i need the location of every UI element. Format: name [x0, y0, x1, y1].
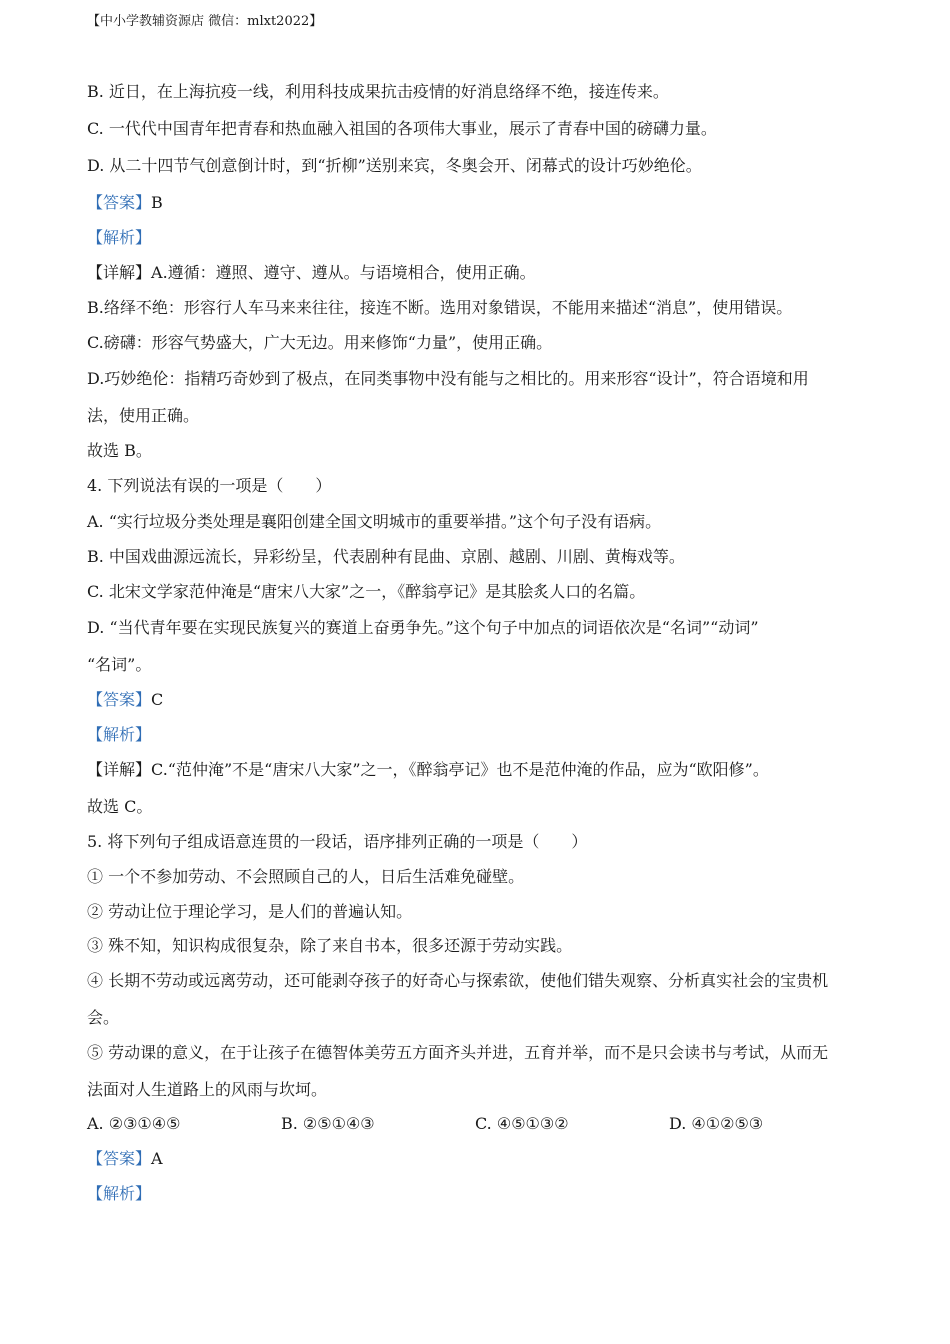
detail-text: C.“范仲淹”不是“唐宋八大家”之一，《醉翁亭记》也不是范仲淹的作品，应为“欧阳修”。: [151, 760, 769, 779]
answer-label: 【答案】: [87, 193, 152, 212]
q5-answer: [87, 1149, 163, 1169]
q4-answer: [87, 690, 163, 710]
q3-detail-1: [87, 263, 536, 283]
q5-option-b: B. ②⑤①④③: [281, 1114, 375, 1133]
q3-option-d: D. 从二十四节气创意倒计时，到“折柳”送别来宾，冬奥会开、闭幕式的设计巧妙绝伦。: [87, 156, 702, 175]
q4-option-d-b: “名词”。: [87, 655, 152, 674]
q3-answer: [87, 193, 163, 213]
q4-analysis-label: 【解析】: [87, 725, 152, 744]
q5-sentence-5a: ⑤ 劳动课的意义，在于让孩子在德智体美劳五方面齐头并进，五育并举，而不是只会读书与考试，从而无: [87, 1043, 829, 1062]
answer-value: B: [151, 193, 163, 212]
q5-stem: 5. 将下列句子组成语意连贯的一段话，语序排列正确的一项是（ ）: [87, 832, 588, 851]
q5-sentence-2: ② 劳动让位于理论学习，是人们的普遍认知。: [87, 902, 413, 921]
q3-option-c: C. 一代代中国青年把青春和热血融入祖国的各项伟大事业，展示了青春中国的磅礴力量。: [87, 119, 717, 138]
q3-option-b: B. 近日，在上海抗疫一线，利用科技成果抗击疫情的好消息络绎不绝，接连传来。: [87, 82, 669, 101]
q3-detail-4a: D.巧妙绝伦：指精巧奇妙到了极点，在同类事物中没有能与之相比的。用来形容“设计”，符合语境和用: [87, 369, 809, 388]
q3-detail-4b: 法，使用正确。: [87, 406, 200, 425]
page-header: 【中小学教辅资源店 微信：mlxt2022】: [87, 14, 323, 29]
q5-sentence-4a: ④ 长期不劳动或远离劳动，还可能剥夺孩子的好奇心与探索欲，使他们错失观察、分析真实社会的宝贵机: [87, 971, 829, 990]
q5-sentence-4b: 会。: [87, 1008, 120, 1027]
q4-option-b: B. 中国戏曲源远流长，异彩纷呈，代表剧种有昆曲、京剧、越剧、川剧、黄梅戏等。: [87, 547, 685, 566]
q3-analysis-label: 【解析】: [87, 228, 152, 247]
detail-label: 【详解】: [87, 760, 152, 779]
q3-detail-3: C.磅礴：形容气势盛大，广大无边。用来修饰“力量”，使用正确。: [87, 333, 553, 352]
answer-label: 【答案】: [87, 690, 152, 709]
q5-option-c: C. ④⑤①③②: [475, 1114, 569, 1133]
answer-label: 【答案】: [87, 1149, 152, 1168]
detail-text: A.遵循：遵照、遵守、遵从。与语境相合，使用正确。: [151, 263, 536, 282]
answer-value: A: [151, 1149, 163, 1168]
answer-value: C: [151, 690, 164, 709]
q5-sentence-5b: 法面对人生道路上的风雨与坎坷。: [87, 1080, 328, 1099]
q5-sentence-1: ① 一个不参加劳动、不会照顾自己的人，日后生活难免碰壁。: [87, 867, 525, 886]
q4-option-a: A. “实行垃圾分类处理是襄阳创建全国文明城市的重要举措。”这个句子没有语病。: [87, 512, 662, 531]
q5-option-a: A. ②③①④⑤: [87, 1114, 181, 1133]
q4-conclusion: 故选 C。: [87, 797, 153, 816]
q4-option-c: C. 北宋文学家范仲淹是“唐宋八大家”之一，《醉翁亭记》是其脍炙人口的名篇。: [87, 582, 646, 601]
q4-detail: [87, 760, 769, 780]
q4-stem: 4. 下列说法有误的一项是（ ）: [87, 476, 332, 495]
q4-option-d-a: D. “当代青年要在实现民族复兴的赛道上奋勇争先。”这个句子中加点的词语依次是“名词”“动词”: [87, 618, 759, 637]
detail-label: 【详解】: [87, 263, 152, 282]
q5-sentence-3: ③ 殊不知，知识构成很复杂，除了来自书本，很多还源于劳动实践。: [87, 936, 573, 955]
q3-detail-2: B.络绎不绝：形容行人车马来来往往，接连不断。选用对象错误，不能用来描述“消息”，使用错误。: [87, 298, 793, 317]
q5-option-d: D. ④①②⑤③: [669, 1114, 764, 1133]
q5-analysis-label: 【解析】: [87, 1184, 152, 1203]
q3-conclusion: 故选 B。: [87, 441, 152, 460]
